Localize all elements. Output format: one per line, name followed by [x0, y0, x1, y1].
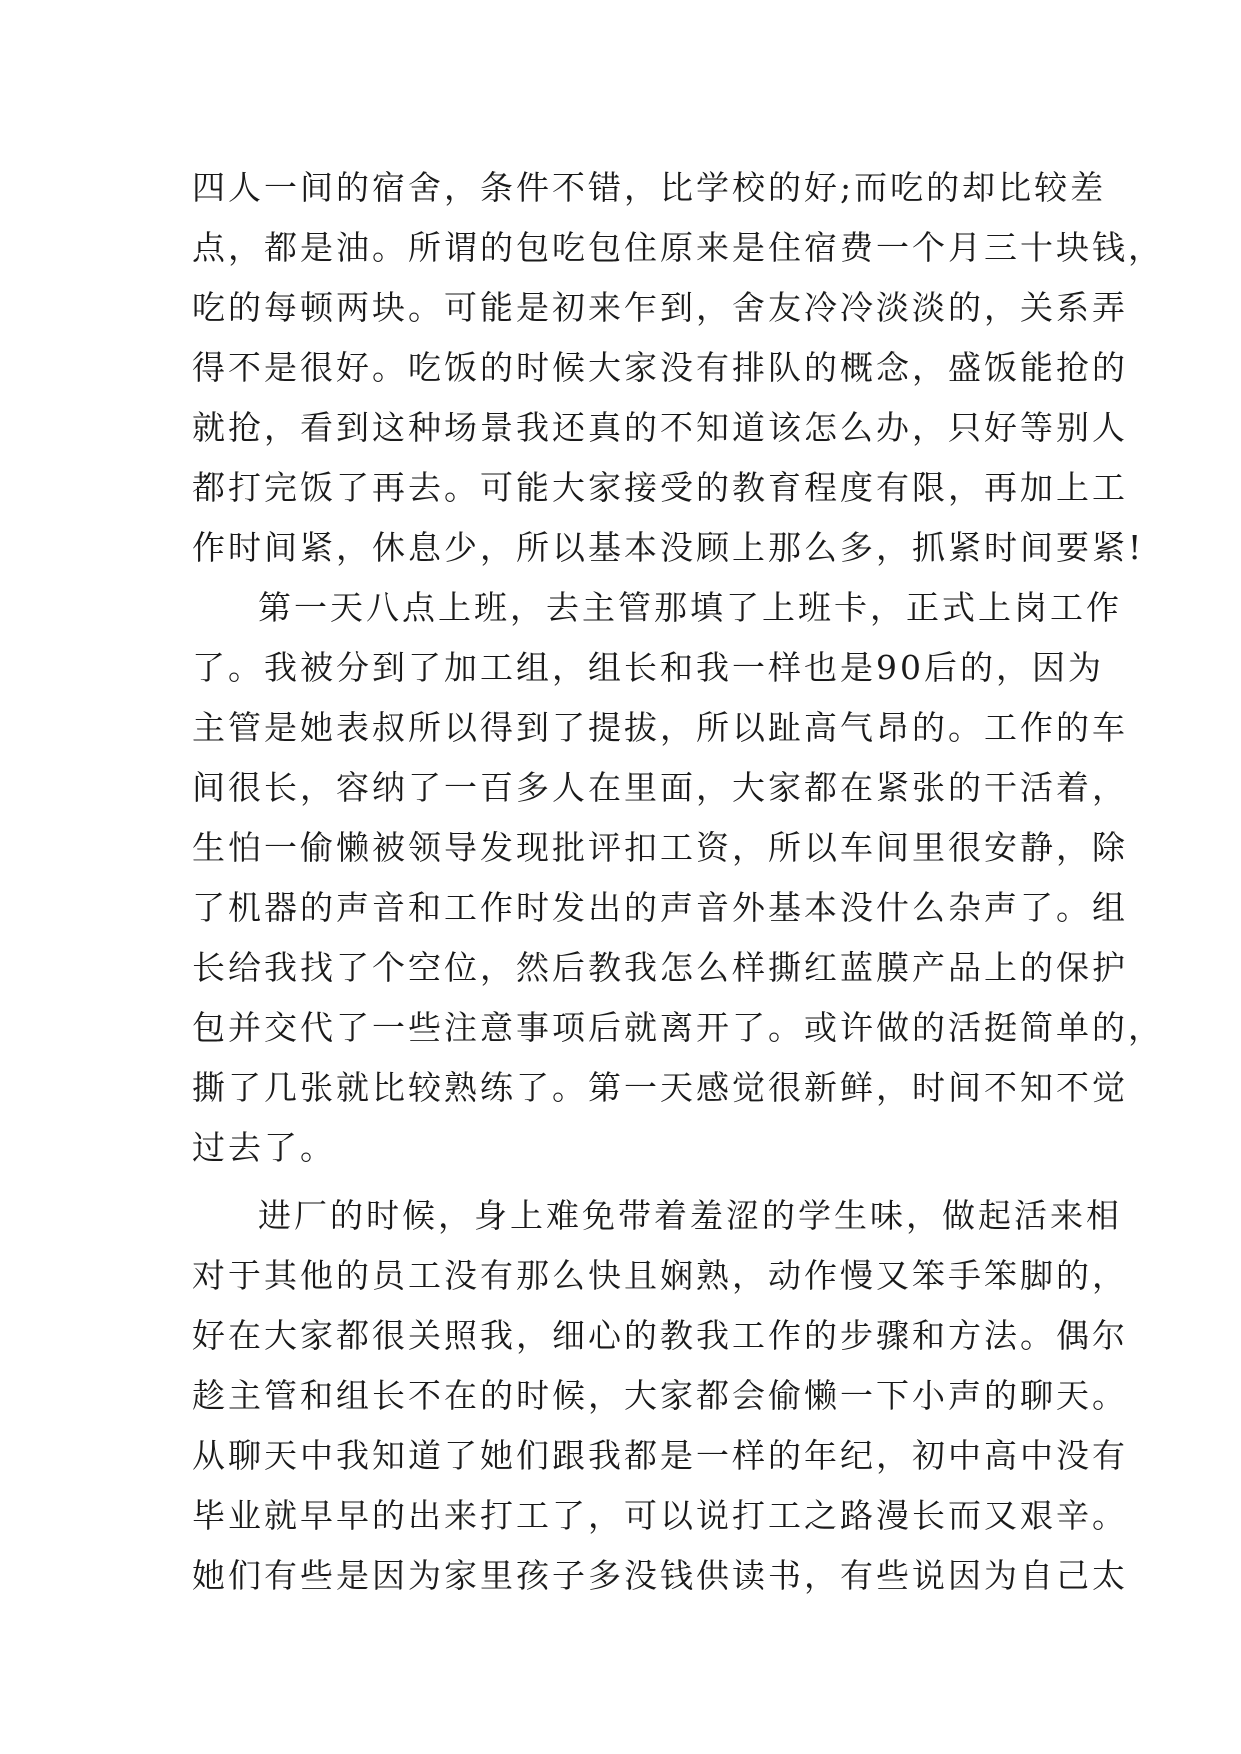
text-line: 对于其他的员工没有那么快且娴熟，动作慢又笨手笨脚的， [192, 1256, 1128, 1295]
text-line: 吃的每顿两块。可能是初来乍到，舍友冷冷淡淡的，关系弄 [192, 288, 1128, 327]
text-line: 第一天八点上班，去主管那填了上班卡，正式上岗工作 [258, 588, 1122, 627]
text-line: 趁主管和组长不在的时候，大家都会偷懒一下小声的聊天。 [192, 1376, 1128, 1415]
text-line: 过去了。 [192, 1128, 336, 1167]
text-line: 毕业就早早的出来打工了，可以说打工之路漫长而又艰辛。 [192, 1496, 1128, 1535]
text-line: 了机器的声音和工作时发出的声音外基本没什么杂声了。组 [192, 888, 1128, 927]
text-line: 间很长，容纳了一百多人在里面，大家都在紧张的干活着， [192, 768, 1128, 807]
text-line: 得不是很好。吃饭的时候大家没有排队的概念，盛饭能抢的 [192, 348, 1128, 387]
paragraph-1 [192, 158, 1164, 578]
text-line: 了。我被分到了加工组，组长和我一样也是90后的，因为 [192, 648, 1104, 687]
text-line: 主管是她表叔所以得到了提拔，所以趾高气昂的。工作的车 [192, 708, 1128, 747]
paragraph-3 [192, 1186, 1128, 1606]
text-line: 撕了几张就比较熟练了。第一天感觉很新鲜，时间不知不觉 [192, 1068, 1128, 1107]
text-line: 她们有些是因为家里孩子多没钱供读书，有些说因为自己太 [192, 1556, 1128, 1595]
text-line: 进厂的时候，身上难免带着羞涩的学生味，做起活来相 [258, 1196, 1122, 1235]
text-line: 就抢，看到这种场景我还真的不知道该怎么办，只好等别人 [192, 408, 1128, 447]
document-body [192, 158, 1164, 1606]
text-line: 包并交代了一些注意事项后就离开了。或许做的活挺简单的， [192, 1008, 1164, 1047]
paragraph-2 [192, 578, 1164, 1178]
text-line: 生怕一偷懒被领导发现批评扣工资，所以车间里很安静，除 [192, 828, 1128, 867]
text-line: 作时间紧，休息少，所以基本没顾上那么多，抓紧时间要紧! [192, 528, 1145, 567]
text-line: 点，都是油。所谓的包吃包住原来是住宿费一个月三十块钱， [192, 228, 1164, 267]
text-line: 从聊天中我知道了她们跟我都是一样的年纪，初中高中没有 [192, 1436, 1128, 1475]
text-line: 都打完饭了再去。可能大家接受的教育程度有限，再加上工 [192, 468, 1128, 507]
text-line: 四人一间的宿舍，条件不错，比学校的好;而吃的却比较差 [192, 168, 1107, 207]
text-line: 好在大家都很关照我，细心的教我工作的步骤和方法。偶尔 [192, 1316, 1128, 1355]
text-line: 长给我找了个空位，然后教我怎么样撕红蓝膜产品上的保护 [192, 948, 1128, 987]
